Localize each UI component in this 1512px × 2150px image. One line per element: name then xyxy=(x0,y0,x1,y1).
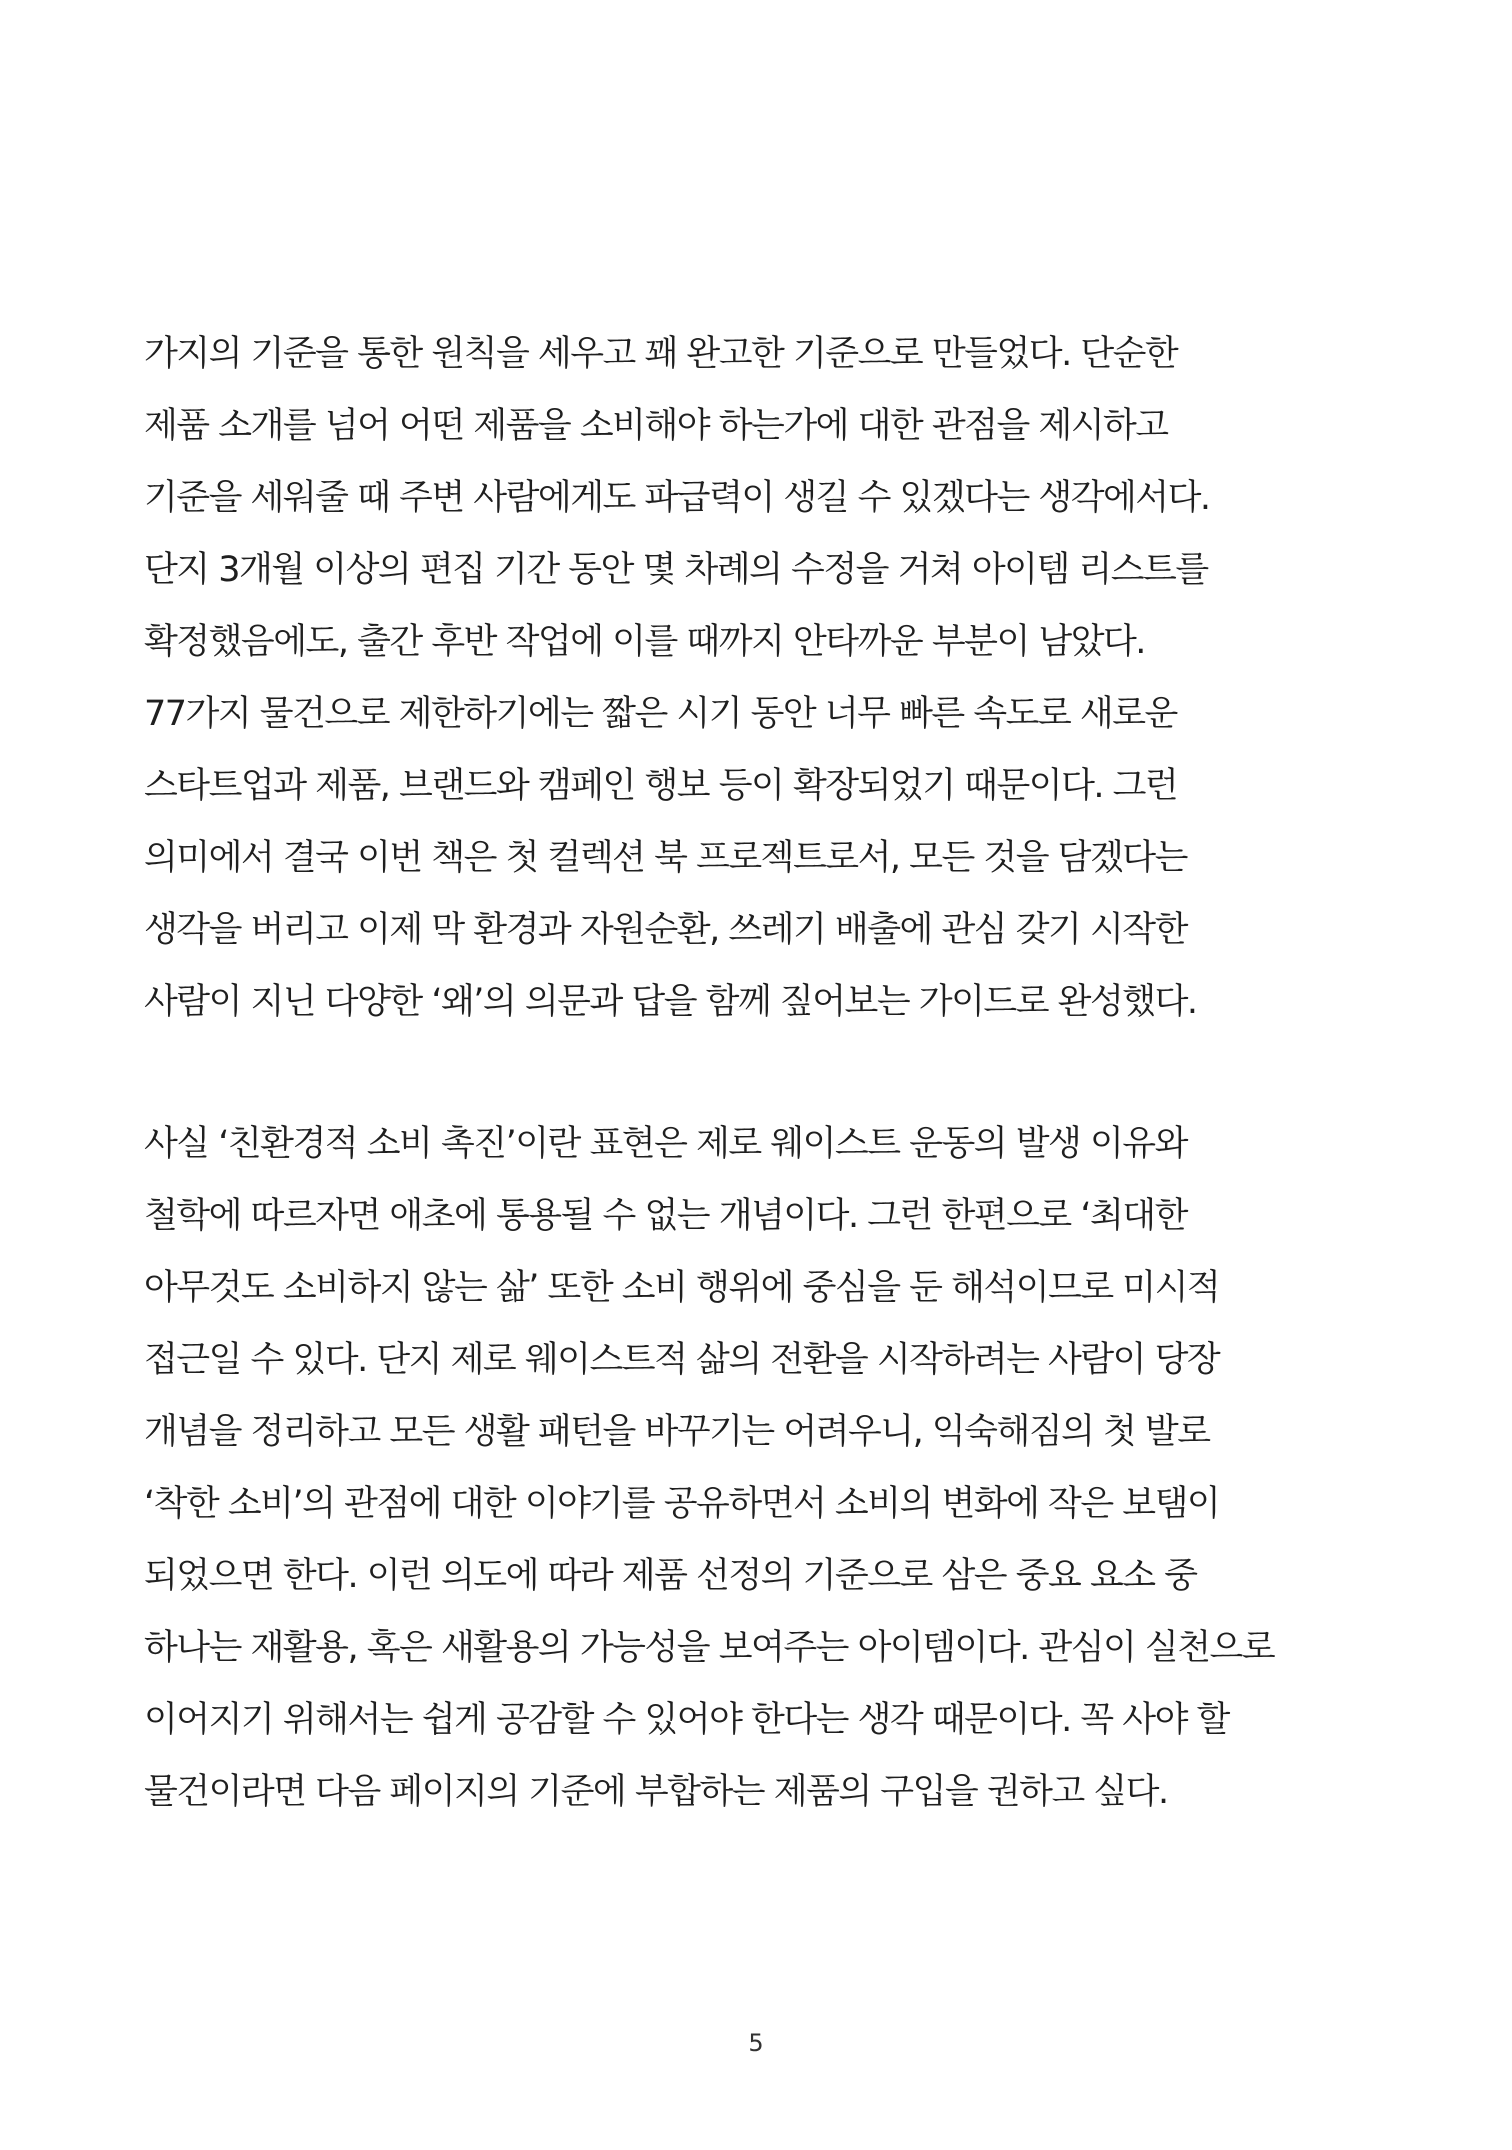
text-line: 되었으면 한다. 이런 의도에 따라 제품 선정의 기준으로 삼은 중요 요소 중 xyxy=(144,1556,1197,1596)
text-line: 철학에 따르자면 애초에 통용될 수 없는 개념이다. 그런 한편으로 ‘최대한 xyxy=(144,1196,1187,1236)
text-line: 이어지기 위해서는 쉽게 공감할 수 있어야 한다는 생각 때문이다. 꼭 사야 할 xyxy=(144,1700,1229,1740)
body-paragraph-1 xyxy=(144,318,1384,1038)
page-number: 5 xyxy=(748,2029,764,2057)
text-line: 단지 3개월 이상의 편집 기간 동안 몇 차례의 수정을 거쳐 아이템 리스트를 xyxy=(144,550,1208,590)
text-line: 개념을 정리하고 모든 생활 패턴을 바꾸기는 어려우니, 익숙해짐의 첫 발로 xyxy=(144,1412,1210,1452)
text-line: 의미에서 결국 이번 책은 첫 컬렉션 북 프로젝트로서, 모든 것을 담겠다는 xyxy=(144,838,1187,878)
text-line: 스타트업과 제품, 브랜드와 캠페인 행보 등이 확장되었기 때문이다. 그런 xyxy=(144,766,1178,806)
text-line: 하나는 재활용, 혹은 새활용의 가능성을 보여주는 아이템이다. 관심이 실천으로 xyxy=(144,1628,1275,1668)
text-line: 사실 ‘친환경적 소비 촉진’이란 표현은 제로 웨이스트 운동의 발생 이유와 xyxy=(144,1124,1187,1164)
text-line: 77가지 물건으로 제한하기에는 짧은 시기 동안 너무 빠른 속도로 새로운 xyxy=(144,694,1177,734)
text-line: 제품 소개를 넘어 어떤 제품을 소비해야 하는가에 대한 관점을 제시하고 xyxy=(144,406,1168,446)
text-line: 물건이라면 다음 페이지의 기준에 부합하는 제품의 구입을 권하고 싶다. xyxy=(144,1772,1168,1812)
body-paragraph-2 xyxy=(144,1108,1384,1828)
text-line: ‘착한 소비’의 관점에 대한 이야기를 공유하면서 소비의 변화에 작은 보탬이 xyxy=(144,1484,1220,1524)
text-line: 생각을 버리고 이제 막 환경과 자원순환, 쓰레기 배출에 관심 갖기 시작한 xyxy=(144,910,1187,950)
text-line: 가지의 기준을 통한 원칙을 세우고 꽤 완고한 기준으로 만들었다. 단순한 xyxy=(144,334,1178,374)
text-line: 사람이 지닌 다양한 ‘왜’의 의문과 답을 함께 짚어보는 가이드로 완성했다. xyxy=(144,982,1197,1022)
text-line: 기준을 세워줄 때 주변 사람에게도 파급력이 생길 수 있겠다는 생각에서다. xyxy=(144,478,1210,518)
text-line: 아무것도 소비하지 않는 삶’ 또한 소비 행위에 중심을 둔 해석이므로 미시적 xyxy=(144,1268,1220,1308)
text-line: 확정했음에도, 출간 후반 작업에 이를 때까지 안타까운 부분이 남았다. xyxy=(144,622,1145,662)
text-line: 접근일 수 있다. 단지 제로 웨이스트적 삶의 전환을 시작하려는 사람이 당장 xyxy=(144,1340,1220,1380)
